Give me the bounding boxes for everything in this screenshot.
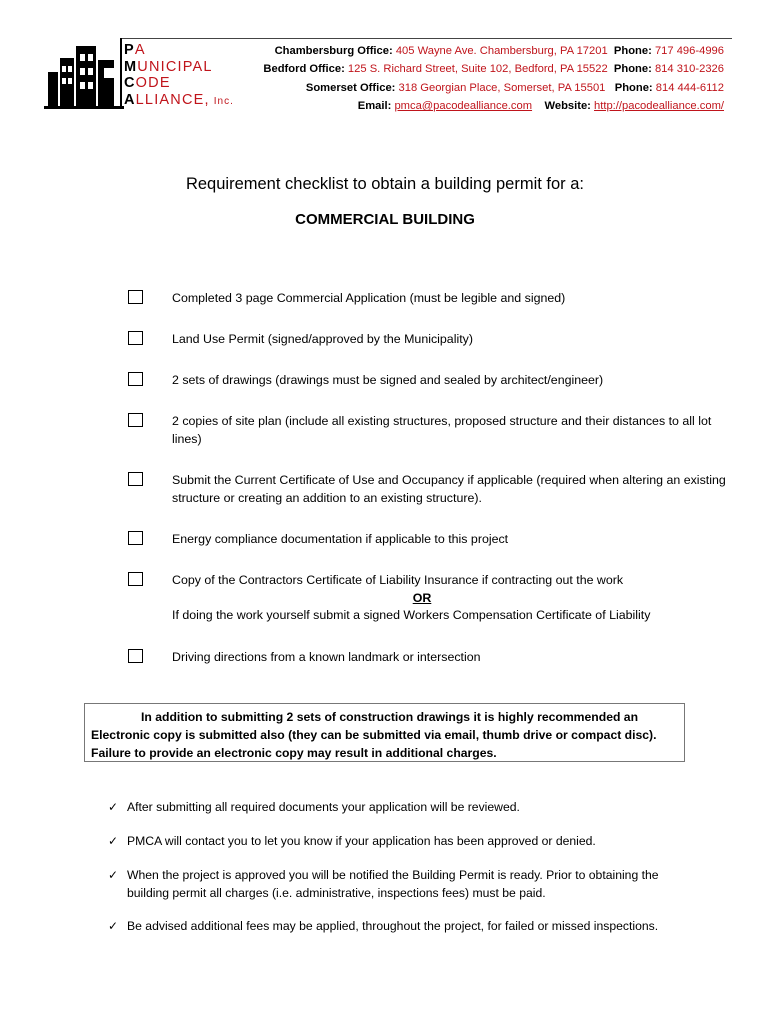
checkbox[interactable] — [128, 531, 143, 545]
electronic-copy-notice: In addition to submitting 2 sets of construction drawings it is highly recommended an Electronic copy is submitted also (they can be submitted via email, thumb drive or compact disc). Failure to provide an electronic copy may result in additional charges. — [84, 703, 685, 762]
check-mark-icon: ✓ — [108, 800, 119, 814]
email-link[interactable]: pmca@pacodealliance.com — [394, 100, 533, 113]
page-title: Requirement checklist to obtain a building permit for a: — [185, 175, 585, 193]
insurance-line: Copy of the Contractors Certificate of Liability Insurance if contracting out the work — [172, 573, 624, 587]
checkbox[interactable] — [128, 472, 143, 486]
website-link[interactable]: http://pacodealliance.com/ — [594, 100, 724, 113]
checkbox[interactable] — [128, 413, 143, 427]
check-mark-icon: ✓ — [108, 919, 119, 933]
contact-block — [263, 42, 724, 116]
checkbox[interactable] — [128, 331, 143, 345]
email-website-line: Email: pmca@pacodealliance.com Website: http://pacodealliance.com/ — [357, 100, 724, 113]
somerset-office-line: Somerset Office: 318 Georgian Place, Somerset, PA 15501 Phone: 814 444-6112 — [305, 81, 724, 94]
or-divider: OR — [412, 590, 432, 605]
checkbox[interactable] — [128, 649, 143, 663]
checkbox[interactable] — [128, 372, 143, 386]
workers-comp-line: If doing the work yourself submit a signed Workers Compensation Certificate of Liability — [172, 608, 651, 622]
page-subtitle: COMMERCIAL BUILDING — [295, 211, 475, 228]
checkbox[interactable] — [128, 290, 143, 304]
check-mark-icon: ✓ — [108, 834, 119, 848]
bedford-office-line: Bedford Office: 125 S. Richard Street, Suite 102, Bedford, PA 15522 Phone: 814 310-2326 — [263, 63, 724, 76]
checkbox[interactable] — [128, 572, 143, 586]
check-mark-icon: ✓ — [108, 868, 119, 882]
chambersburg-office-line: Chambersburg Office: 405 Wayne Ave. Chambersburg, PA 17201 Phone: 717 496-4996 — [274, 45, 724, 57]
logo-wordmark: PA MUNICIPAL CODE ALLIANCE, Inc. — [124, 42, 234, 108]
